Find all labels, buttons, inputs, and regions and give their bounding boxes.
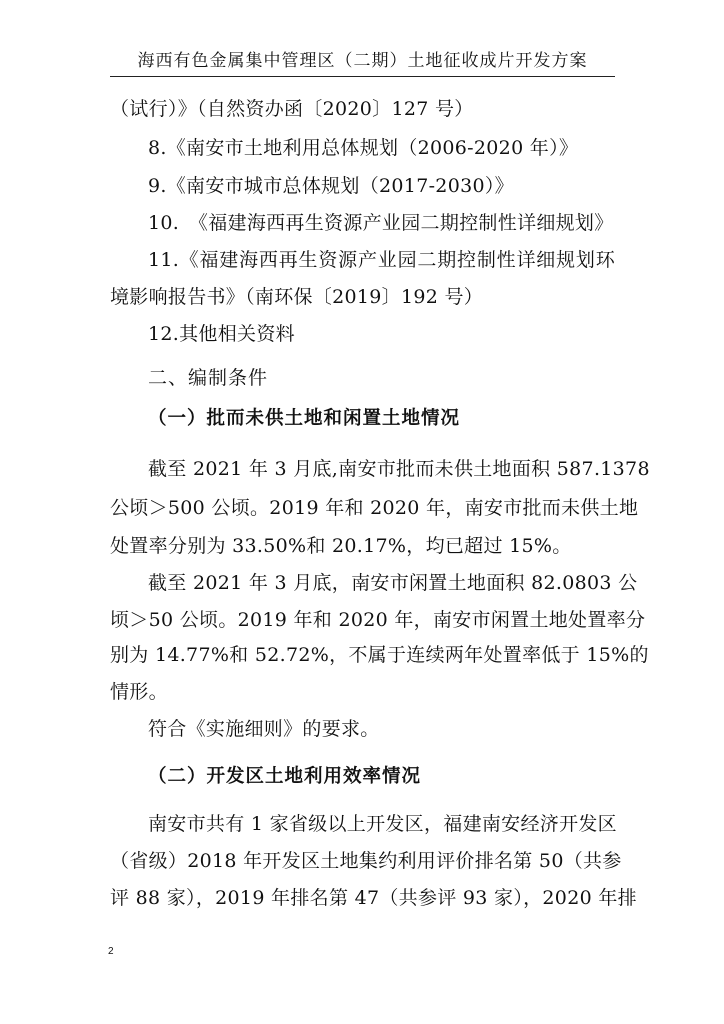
paragraph-2-line-3: 别为 14.77%和 52.72%，不属于连续两年处置率低于 15%的 (110, 644, 649, 666)
paragraph-4-line-1: 南安市共有 1 家省级以上开发区，福建南安经济开发区 (148, 813, 617, 835)
paragraph-2-line-1: 截至 2021 年 3 月底，南安市闲置土地面积 82.0803 公 (148, 572, 638, 594)
reference-item-8: 8.《南安市土地利用总体规划（2006-2020 年）》 (148, 137, 579, 159)
subsection-heading-1: （一）批而未供土地和闲置土地情况 (148, 408, 461, 429)
reference-item-10: 10. 《福建海西再生资源产业园二期控制性详细规划》 (148, 212, 614, 234)
page-number: 2 (108, 946, 114, 957)
paragraph-3: 符合《实施细则》的要求。 (148, 718, 380, 740)
reference-item-9: 9.《南安市城市总体规划（2017-2030）》 (148, 175, 514, 197)
running-header: 海西有色金属集中管理区（二期）土地征收成片开发方案 (137, 51, 588, 71)
reference-item-11: 11.《福建海西再生资源产业园二期控制性详细规划环 (148, 249, 615, 271)
header-rule (110, 76, 615, 77)
subsection-heading-2: （二）开发区土地利用效率情况 (148, 766, 422, 787)
reference-item-11-continuation: 境影响报告书》（南环保〔2019〕192 号） (110, 286, 484, 308)
section-heading: 二、编制条件 (148, 367, 269, 389)
reference-item-12: 12.其他相关资料 (148, 323, 295, 345)
paragraph-2-line-2: 顷＞50 公顷。2019 年和 2020 年，南安市闲置土地处置率分 (110, 609, 646, 631)
paragraph-1-line-1: 截至 2021 年 3 月底,南安市批而未供土地面积 587.1378 (148, 458, 650, 480)
paragraph-4-line-3: 评 88 家），2019 年排名第 47（共参评 93 家），2020 年排 (110, 887, 637, 909)
paragraph-1-line-2: 公顷＞500 公顷。2019 年和 2020 年，南安市批而未供土地 (110, 497, 639, 519)
paragraph-2-line-4: 情形。 (110, 681, 168, 703)
paragraph-1-line-3: 处置率分别为 33.50%和 20.17%，均已超过 15%。 (110, 535, 572, 557)
paragraph-4-line-2: （省级）2018 年开发区土地集约利用评价排名第 50（共参 (110, 850, 622, 872)
reference-line-continuation: （试行）》（自然资办函〔2020〕127 号） (110, 98, 474, 120)
